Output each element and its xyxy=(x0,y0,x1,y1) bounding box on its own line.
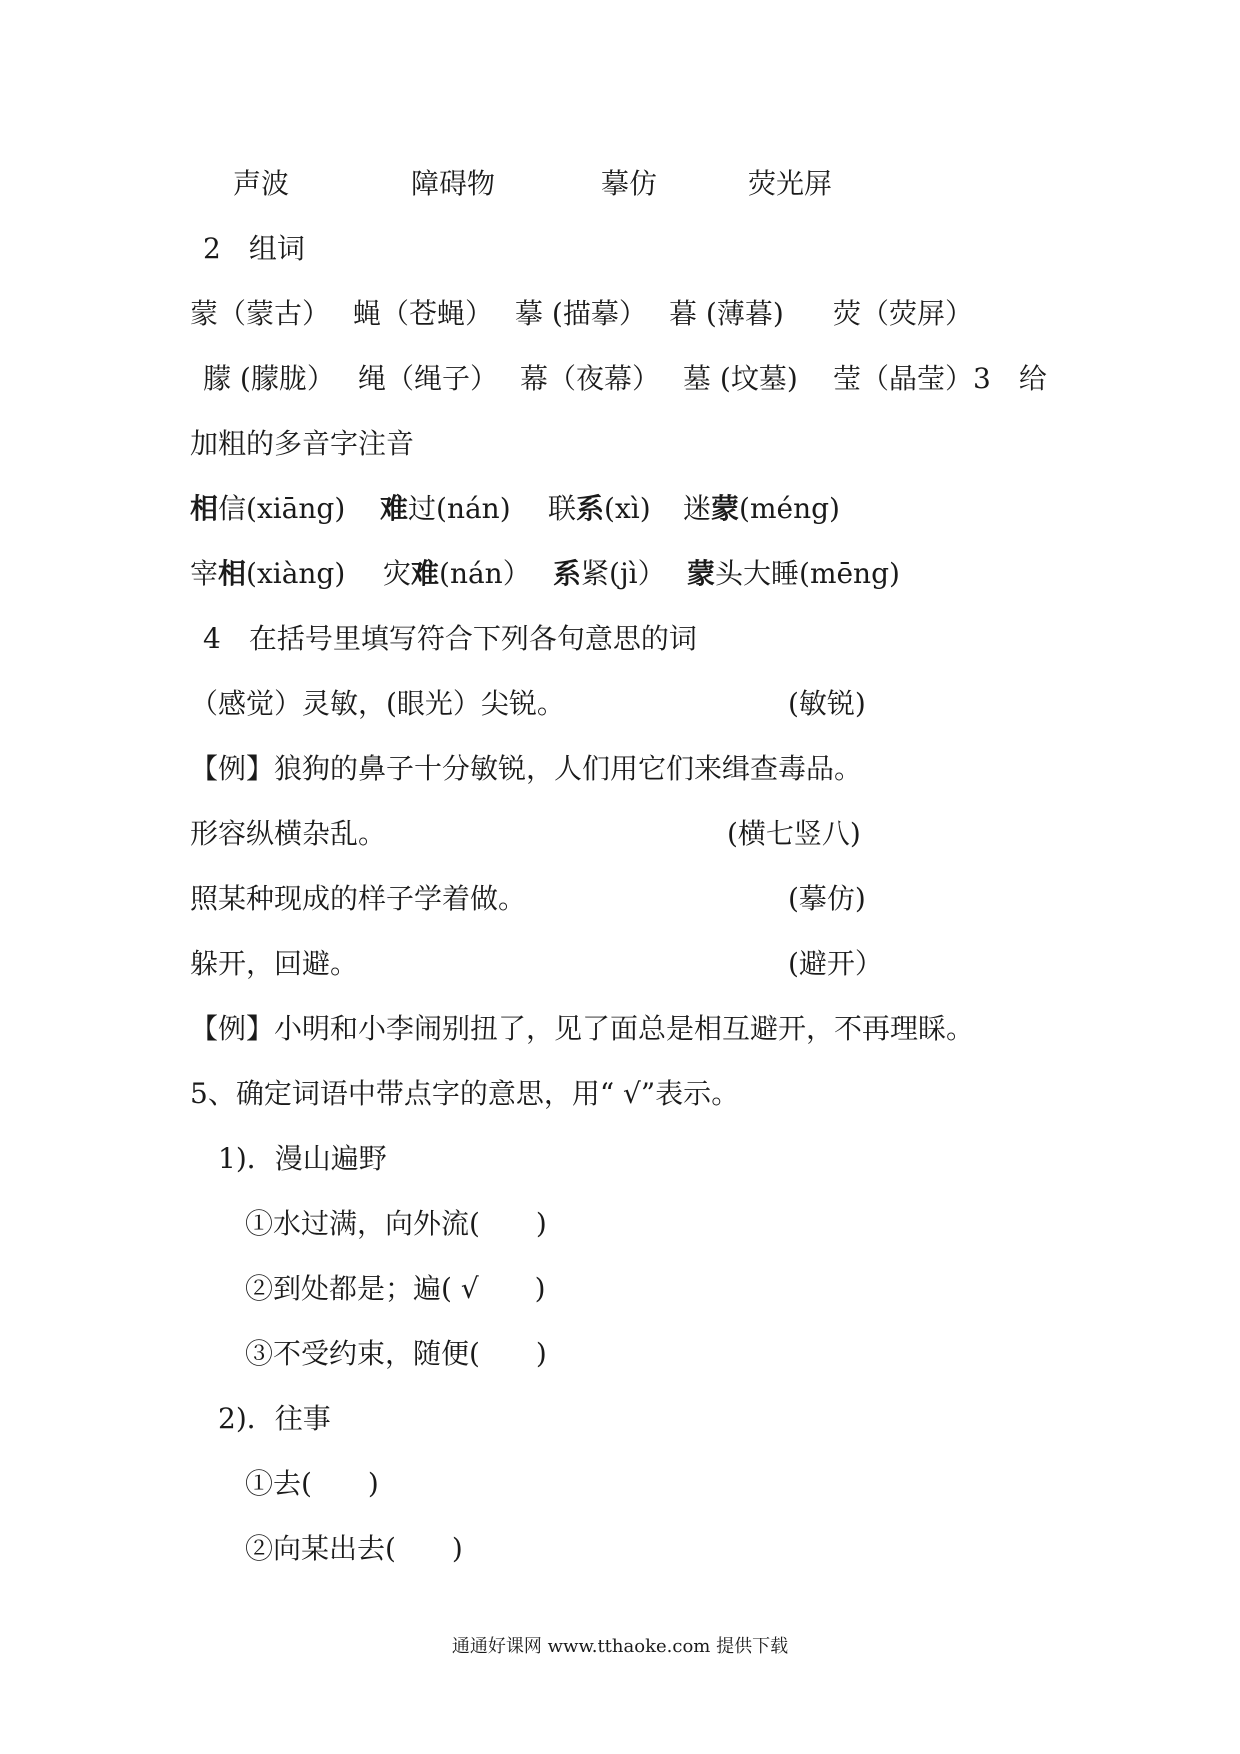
section4-heading: 4 在括号里填写符合下列各句意思的词 xyxy=(203,622,697,655)
pinyin-item xyxy=(553,554,666,594)
bold-char: 难 xyxy=(411,557,440,590)
pinyin-text: (xì) xyxy=(604,492,651,525)
example-sentence: 【例】小明和小李闹别扭了，见了面总是相互避开，不再理睬。 xyxy=(190,1012,975,1045)
vocab-word: 荧光屏 xyxy=(748,167,833,200)
vocab-word: 障碍物 xyxy=(411,167,496,200)
definition-text: 照某种现成的样子学着做。 xyxy=(190,882,527,915)
pinyin-text: 过(nán) xyxy=(408,492,511,525)
definition-text: 形容纵横杂乱。 xyxy=(190,817,387,850)
example-sentence: 【例】狼狗的鼻子十分敏锐，人们用它们来缉查毒品。 xyxy=(190,752,863,785)
pinyin-text: 信(xiāng) xyxy=(218,492,346,525)
answer-option: ③不受约束，随便( ) xyxy=(245,1337,547,1370)
answer-option: ①去( ) xyxy=(245,1467,379,1500)
bold-char: 系 xyxy=(553,557,582,590)
pinyin-text: (xiàng) xyxy=(246,557,346,590)
section5-heading: 5、确定词语中带点字的意思，用“ √”表示。 xyxy=(190,1077,740,1110)
plain-char: 宰 xyxy=(190,557,219,590)
bold-char: 相 xyxy=(218,557,247,590)
pinyin-text: 头大睡(mēng) xyxy=(715,557,900,590)
section2-heading: 2 组词 xyxy=(203,232,305,265)
word-group: 绳（绳子） xyxy=(358,362,499,395)
bold-char: 蒙 xyxy=(687,557,716,590)
pinyin-item xyxy=(687,554,900,594)
bold-char: 相 xyxy=(190,492,219,525)
answer-option: ②到处都是；遍( √ ) xyxy=(245,1272,546,1305)
answer-option: ②向某出去( ) xyxy=(245,1532,463,1565)
definition-answer: (横七竖八) xyxy=(727,817,861,850)
pinyin-item xyxy=(380,489,511,529)
pinyin-item xyxy=(548,489,651,529)
vocab-word: 摹仿 xyxy=(601,167,658,200)
question-title: 2)．往事 xyxy=(218,1402,331,1435)
plain-char: 灾 xyxy=(383,557,412,590)
bold-char: 系 xyxy=(576,492,605,525)
word-group: 墓 (坟墓) xyxy=(683,362,798,395)
definition-answer: (避开） xyxy=(788,947,883,980)
plain-char: 联 xyxy=(548,492,577,525)
word-group: 蒙（蒙古） xyxy=(190,297,331,330)
pinyin-text: (méng) xyxy=(739,492,840,525)
page-footer: 通通好课网 www.tthaoke.com 提供下载 xyxy=(451,1636,789,1657)
pinyin-item xyxy=(383,554,531,594)
definition-answer: (摹仿) xyxy=(788,882,866,915)
bold-char: 难 xyxy=(380,492,409,525)
word-group: 荧（荧屏） xyxy=(833,297,974,330)
word-group: 莹（晶莹）3 给 xyxy=(833,362,1047,395)
question-title: 1)．漫山遍野 xyxy=(218,1142,387,1175)
word-group: 摹 (描摹） xyxy=(515,297,647,330)
plain-char: 迷 xyxy=(683,492,712,525)
pinyin-item xyxy=(683,489,840,529)
answer-option: ①水过满，向外流( ) xyxy=(245,1207,547,1240)
vocab-word: 声波 xyxy=(233,167,290,200)
bold-char: 蒙 xyxy=(711,492,740,525)
word-group: 蝇（苍蝇） xyxy=(353,297,494,330)
pinyin-text: 紧(jì） xyxy=(581,557,666,590)
word-group: 朦 (朦胧） xyxy=(203,362,335,395)
definition-answer: (敏锐) xyxy=(788,687,866,720)
word-group: 暮 (薄暮) xyxy=(669,297,784,330)
pinyin-item xyxy=(190,554,345,594)
definition-text: （感觉）灵敏，(眼光）尖锐。 xyxy=(190,687,565,720)
definition-text: 躲开，回避。 xyxy=(190,947,359,980)
section3-heading: 加粗的多音字注音 xyxy=(190,427,415,460)
pinyin-item xyxy=(190,489,345,529)
pinyin-text: (nán） xyxy=(439,557,531,590)
word-group: 幕（夜幕） xyxy=(520,362,661,395)
